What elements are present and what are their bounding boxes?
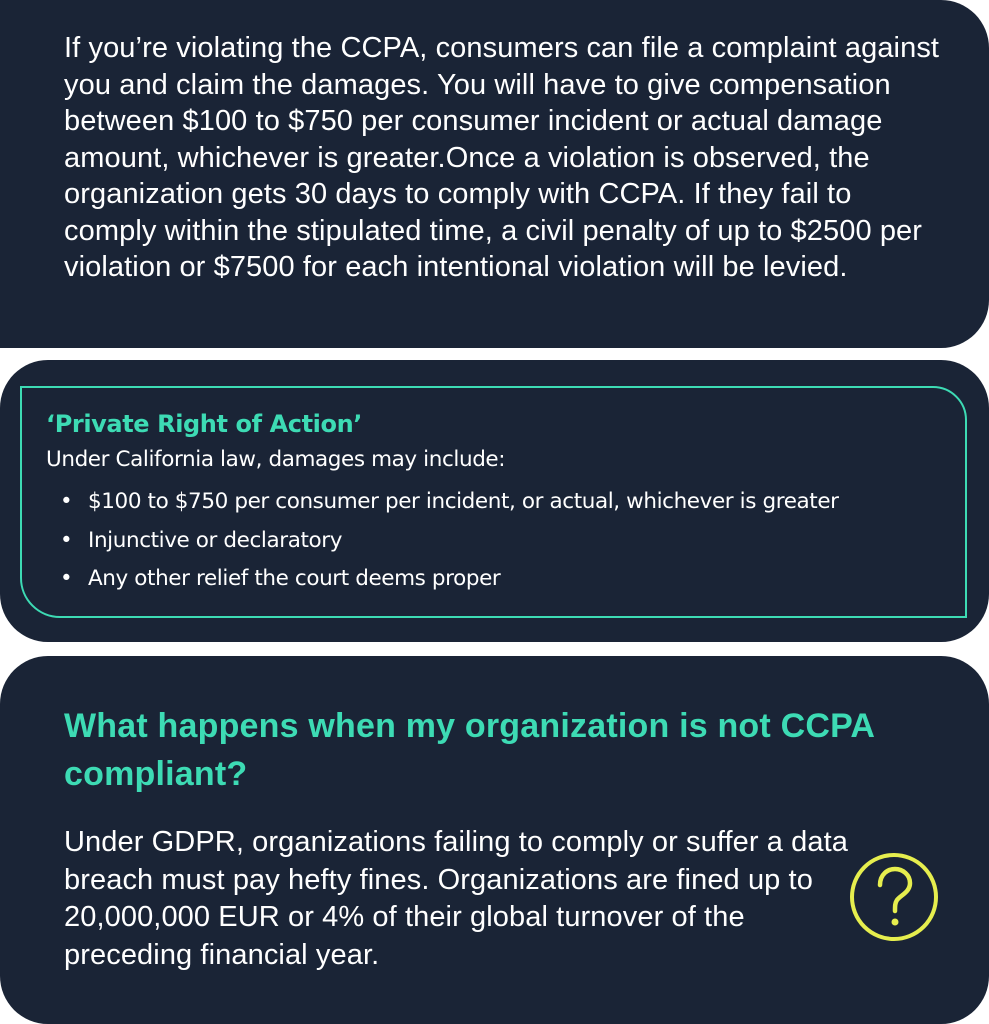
private-right-intro: Under California law, damages may include: xyxy=(46,447,506,472)
list-item-text: Injunctive or declaratory xyxy=(88,527,343,553)
list-item xyxy=(46,522,965,561)
list-item xyxy=(46,560,965,599)
bullet-icon: • xyxy=(60,489,73,514)
bullet-icon: • xyxy=(60,566,73,591)
private-right-box xyxy=(20,386,967,618)
non-compliance-heading: What happens when my organization is not CCPA compliant? xyxy=(64,707,874,793)
list-item xyxy=(46,483,965,522)
ccpa-violation-card xyxy=(0,0,989,348)
list-item-text: Any other relief the court deems proper xyxy=(88,566,501,591)
non-compliance-text: Under GDPR, organizations failing to comply or suffer a data breach must pay hefty fines. Organizations are fined up to 20,000,000 EUR or 4% of their global turnover of the preceding financial year. xyxy=(64,826,849,971)
damages-list xyxy=(46,483,965,599)
non-compliance-card xyxy=(0,656,989,1024)
list-item-text: $100 to $750 per consumer per incident, or actual, whichever is greater xyxy=(88,489,839,514)
bullet-icon: • xyxy=(60,527,73,553)
question-icon xyxy=(848,851,940,943)
ccpa-violation-text: If you’re violating the CCPA, consumers can file a complaint against you and claim the damages. You will have to give compensation between $100 to $750 per consumer incident or actual damage amount, whichever is greater.Once a violation is observed, the organization gets 30 days to comply with CCPA. If they fail to comply within the stipulated time, a civil penalty of up to $2500 per violation or $7500 for each intentional violation will be levied. xyxy=(64,32,940,283)
private-right-card xyxy=(0,360,989,642)
private-right-title: ‘Private Right of Action’ xyxy=(46,410,362,438)
